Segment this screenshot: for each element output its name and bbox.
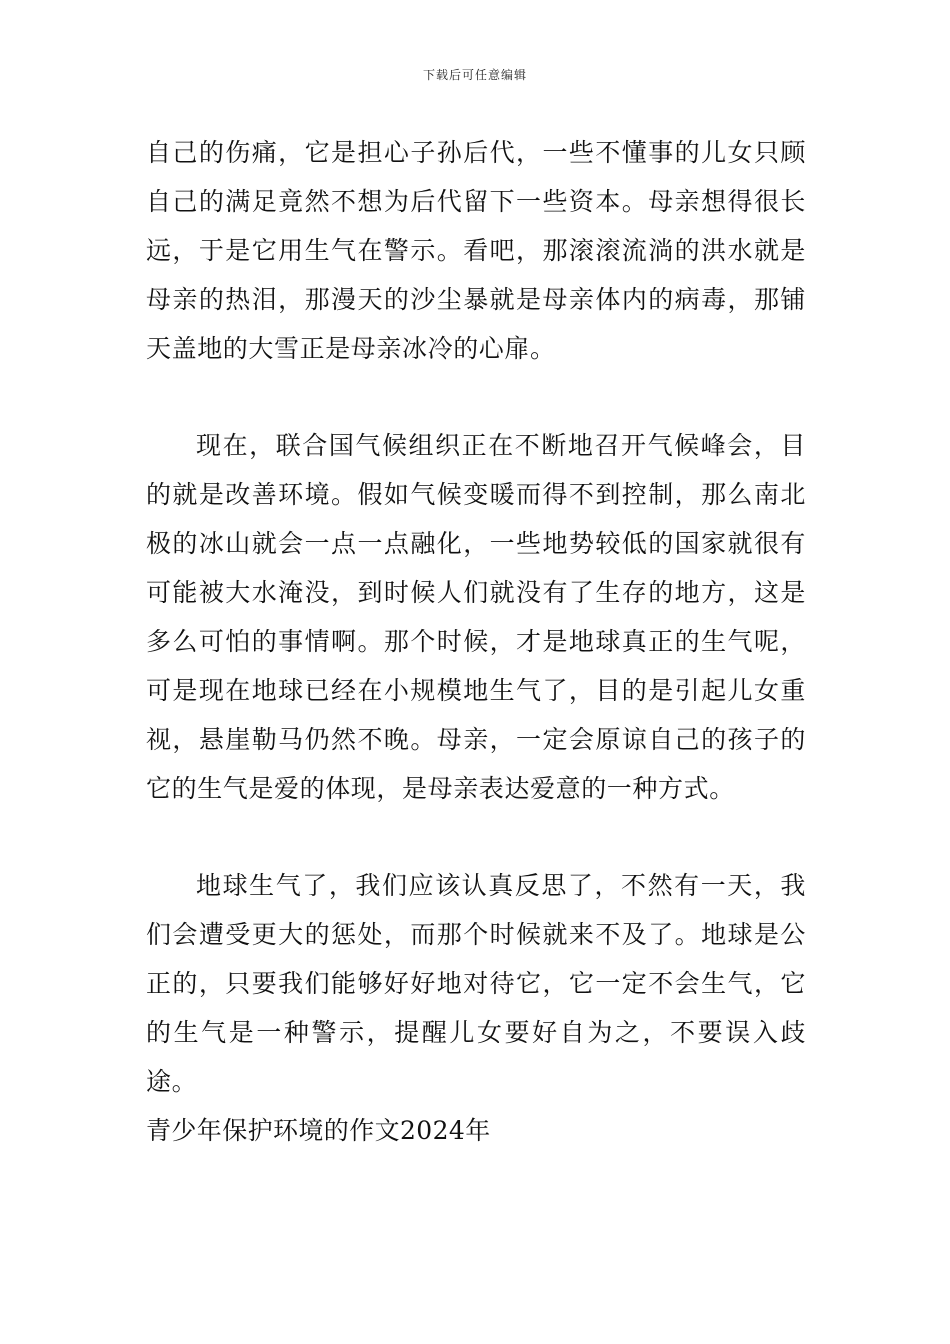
paragraph-2: 现在，联合国气候组织正在不断地召开气候峰会，目的就是改善环境。假如气候变暖而得不到控制，那么南北极的冰山就会一点一点融化，一些地势较低的国家就很有可能被大水淹没，到时候人们就没有了生存的地方，这是多么可怕的事情啊。那个时候，才是地球真正的生气呢，可是现在地球已经在小规模地生气了，目的是引起儿女重视，悬崖勒马仍然不晚。母亲，一定会原谅自己的孩子的它的生气是爱的体现，是母亲表达爱意的一种方式。 <box>146 431 806 803</box>
section-title: 青少年保护环境的作文2024年 <box>146 1116 491 1145</box>
paragraph-1: 自己的伤痛，它是担心子孙后代，一些不懂事的儿女只顾自己的满足竟然不想为后代留下一些资本。母亲想得很长远，于是它用生气在警示。看吧，那滚滚流淌的洪水就是母亲的热泪，那漫天的沙尘暴就是母亲体内的病毒，那铺天盖地的大雪正是母亲冰冷的心扉。 <box>146 138 806 363</box>
document-body <box>146 128 806 1155</box>
paragraph-3: 地球生气了，我们应该认真反思了，不然有一天，我们会遭受更大的惩处，而那个时候就来不及了。地球是公正的，只要我们能够好好地对待它，它一定不会生气，它的生气是一种警示，提醒儿女要好自为之，不要误入歧途。 <box>146 871 806 1096</box>
page-header: 下载后可任意编辑 <box>422 68 527 82</box>
